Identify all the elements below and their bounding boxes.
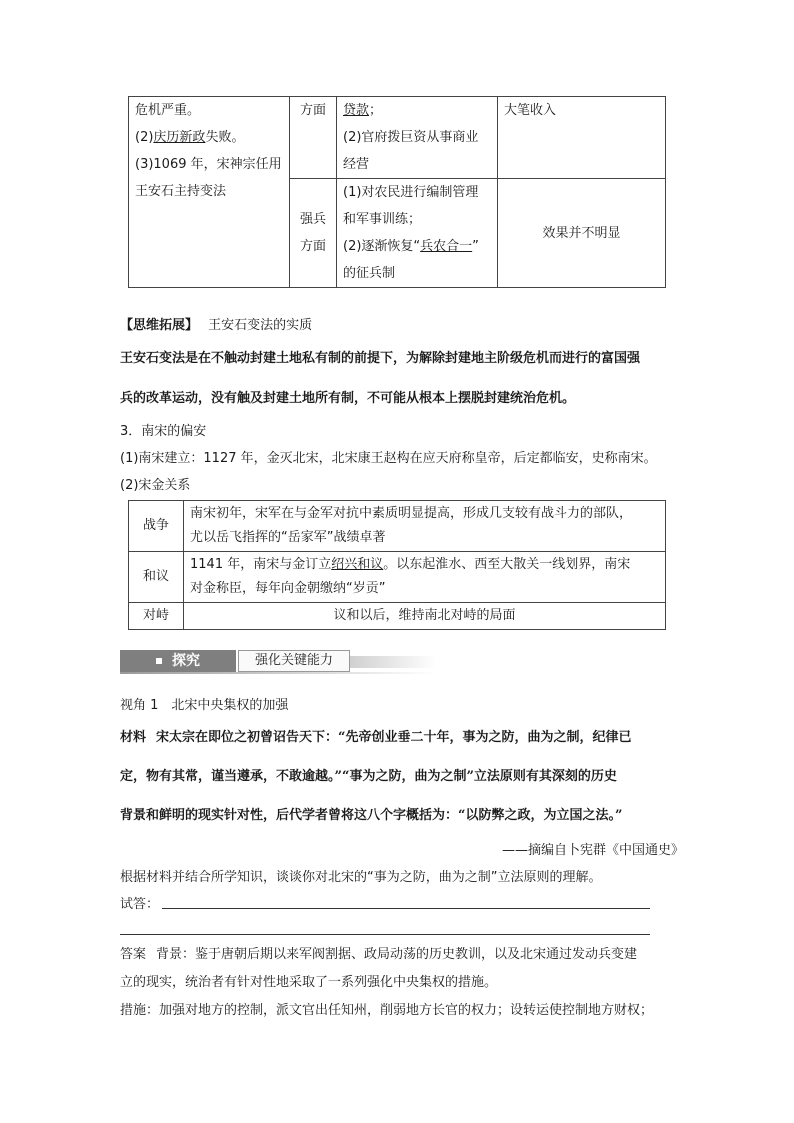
cell-line: (3)1069 年，宋神宗任用 <box>135 157 282 172</box>
cell-line <box>190 553 659 577</box>
background-cell <box>129 97 290 288</box>
list-item: (1)南宋建立：1127 年，金灭北宋，北宋康王赵构在应天府称皇帝，后定都临安，史称南宋。 <box>120 451 657 466</box>
perspective-title: 视角 1 北宋中央集权的加强 <box>120 698 289 713</box>
cell-line: 南宋初年，宋军在与金军对抗中素质明显提高，形成几支较有战斗力的部队， <box>190 506 633 521</box>
effect-cell: 大笔收入 <box>498 97 666 179</box>
material-source: ——摘编自卜宪群《中国通史》 <box>501 843 684 858</box>
cell-line: 的征兵制 <box>343 266 396 281</box>
cell-line <box>343 97 491 124</box>
material-line <box>120 726 632 745</box>
reform-table <box>128 96 666 288</box>
think-tag: 【思维拓展】 <box>120 318 199 333</box>
question-text: 根据材料并结合所学知识，谈谈你对北宋的“事为之防，曲为之制”立法原则的理解。 <box>120 870 602 885</box>
material-line: 背景和鲜明的现实针对性，后代学者曾将这八个字概括为：“以防弊之政，为立国之法。” <box>120 808 623 823</box>
cell-line: 强兵 <box>299 212 326 227</box>
answer-input-line[interactable] <box>162 908 650 909</box>
table-row <box>129 552 666 603</box>
table-row <box>129 501 666 552</box>
aspect-cell: 方面 <box>290 97 337 179</box>
answer-label: 答案 <box>120 947 147 962</box>
table-row <box>129 603 666 630</box>
measures-cell <box>337 97 498 179</box>
material-text: 宋太宗在即位之初曾诏告天下：“先帝创业垂二十年，事为之防，曲为之制，纪律已 <box>156 730 632 745</box>
cell-text: 失败。 <box>205 130 245 145</box>
row-label: 战争 <box>129 501 184 552</box>
bingnong-heyi-term: 兵农合一 <box>420 239 473 254</box>
explore-section-banner <box>120 650 436 672</box>
aspect-cell <box>290 179 337 288</box>
qingli-newpolicy-term: 庆历新政 <box>153 130 206 145</box>
cell-text: 。以东起淮水、西至大散关一线划界，南宋 <box>383 557 631 572</box>
cell-text: ； <box>369 103 383 118</box>
answer-line: 立的现实，统治者有针对性地采取了一系列强化中央集权的措施。 <box>120 975 498 990</box>
cell-line: 方面 <box>299 239 326 254</box>
answer-input-line[interactable] <box>120 934 650 935</box>
answer-line <box>120 943 637 962</box>
loan-term: 贷款 <box>343 103 370 118</box>
cell-line: 经营 <box>343 157 370 172</box>
answer-line: 措施：加强对地方的控制，派文官出任知州，削弱地方长官的权力；设转运使控制地方财权； <box>120 1003 654 1018</box>
list-item: (2)宋金关系 <box>120 478 191 493</box>
row-content <box>184 501 666 552</box>
cell-text: (2) <box>135 130 154 145</box>
row-label: 和议 <box>129 552 184 603</box>
think-extension-heading <box>120 314 312 333</box>
measures-cell <box>337 179 498 288</box>
row-label: 对峙 <box>129 603 184 630</box>
cell-line: (1)对农民进行编制管理 <box>343 185 479 200</box>
banner-title: 探究 <box>172 653 200 669</box>
banner-underline <box>120 672 436 674</box>
square-bullet-icon <box>156 658 162 664</box>
banner-fade-decoration <box>350 656 436 668</box>
material-line: 定，物有其常，谨当遵承，不敢逾越。”“事为之防，曲为之制”立法原则有其深刻的历史 <box>120 769 617 784</box>
material-label: 材料 <box>120 730 147 745</box>
cell-line <box>343 233 491 260</box>
section-heading: 3．南宋的偏安 <box>120 424 207 439</box>
song-jin-relations-table <box>128 500 666 630</box>
cell-text: 1141 年，南宋与金订立 <box>190 557 332 572</box>
row-content <box>184 552 666 603</box>
cell-line <box>135 124 283 151</box>
cell-text: ” <box>472 239 479 254</box>
think-body-line: 王安石变法是在不触动封建土地私有制的前提下，为解除封建地主阶级危机而进行的富国强 <box>120 351 641 366</box>
row-content: 议和以后，维持南北对峙的局面 <box>184 603 666 630</box>
answer-text: 背景：鉴于唐朝后期以来军阀割据、政局动荡的历史教训，以及北宋通过发动兵变建 <box>156 947 638 962</box>
cell-line: (2)官府拨巨资从事商业 <box>343 130 479 145</box>
cell-text: (2)逐渐恢复“ <box>343 239 421 254</box>
shaoxing-treaty-term: 绍兴和议 <box>331 557 384 572</box>
table-row <box>129 97 666 179</box>
effect-cell: 效果并不明显 <box>498 179 666 288</box>
answer-prompt: 试答： <box>120 897 160 912</box>
banner-label-block <box>120 650 236 672</box>
cell-line: 对金称臣，每年向金朝缴纳“岁贡” <box>190 581 386 596</box>
cell-line: 和军事训练； <box>343 212 422 227</box>
think-body-line: 兵的改革运动，没有触及封建土地所有制，不可能从根本上摆脱封建统治危机。 <box>120 391 576 406</box>
cell-line: 王安石主持变法 <box>135 184 227 199</box>
cell-line: 尤以岳飞指挥的“岳家军”战绩卓著 <box>190 530 386 545</box>
banner-subtitle: 强化关键能力 <box>238 650 350 672</box>
cell-line: 危机严重。 <box>135 103 201 118</box>
think-title: 王安石变法的实质 <box>208 318 313 333</box>
